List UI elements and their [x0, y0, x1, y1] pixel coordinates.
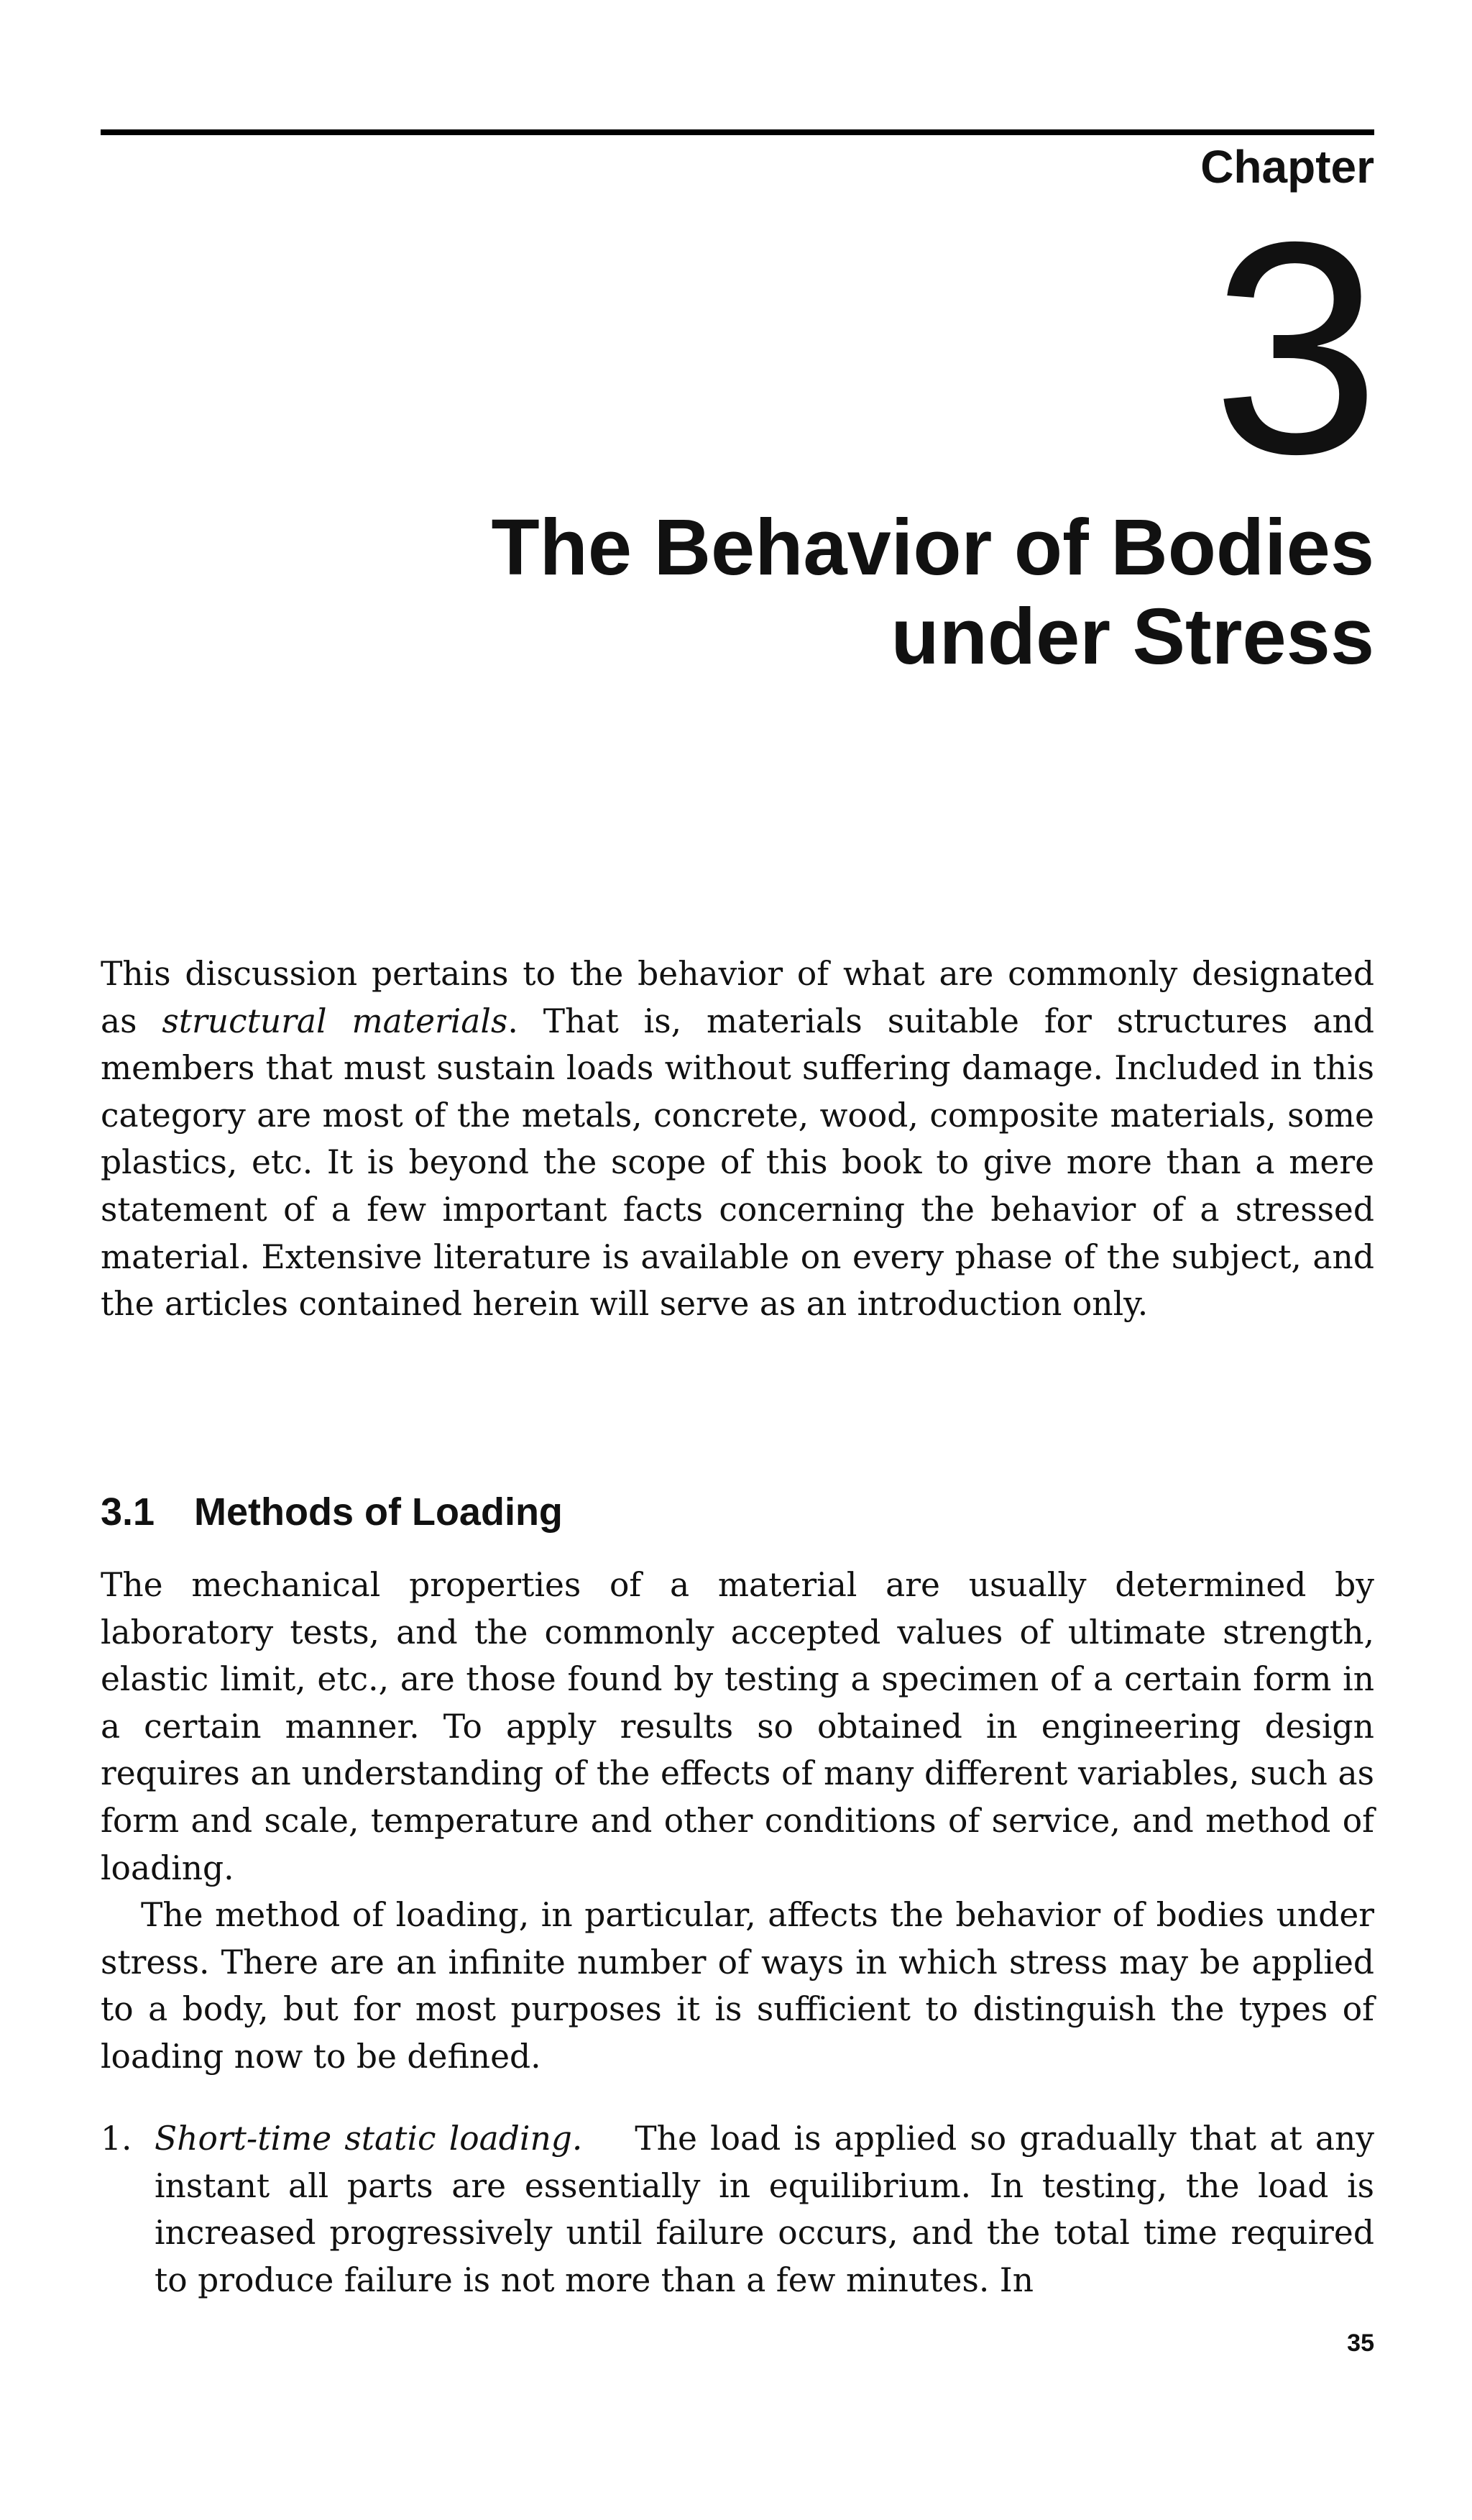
- section-heading: [101, 1490, 563, 1534]
- section-title: Methods of Loading: [194, 1490, 563, 1534]
- page-number: 35: [1347, 2329, 1374, 2357]
- intro-text-start: This discussion pertains to the behavior of what are commonly designated as: [101, 955, 1374, 1040]
- chapter-number: 3: [1212, 180, 1380, 517]
- section-paragraph-2: The method of loading, in particular, affects the behavior of bodies under stress. There are an infinite number of ways in which stress may be applied to a body, but for most purposes it is sufficient to distinguish the types of loading now to be defined.: [101, 1896, 1374, 2076]
- list-item-text: The load is applied so gradually that at any instant all parts are essentially in equilibrium. In testing, the load is increased progressively until failure occurs, and the total time required to produce failure is not more than a few minutes. In: [155, 2120, 1374, 2299]
- intro-italic-term: structural materials: [162, 1002, 508, 1040]
- chapter-top-rule: [101, 129, 1374, 135]
- list-item-title: Short-time static loading.: [155, 2120, 583, 2158]
- intro-text-end: . That is, materials suitable for structures and members that must sustain loads without suffering damage. Included in this category are most of the metals, concrete, wood, composite materials, some plastics, etc. It is beyond the scope of this book to give more than a mere statement of a few important facts concerning the behavior of a stressed material. Extensive literature is available on every phase of the subject, and the articles contained herein will serve as an introduction only.: [101, 1002, 1374, 1324]
- loading-types-list: [101, 2115, 1374, 2304]
- chapter-label: Chapter: [1200, 141, 1374, 193]
- intro-paragraph: [101, 950, 1374, 1328]
- list-item-marker: 1.: [101, 2120, 132, 2158]
- chapter-title: The Behavior of Bodies under Stress: [491, 503, 1374, 681]
- section-paragraph-1: The mechanical properties of a material are usually determined by laboratory tests, and the commonly accepted values of ultimate strength, elastic limit, etc., are those found by testing a specimen of a certain form in a certain manner. To apply results so obtained in engineering design requires an understanding of the effects of many different variables, such as form and scale, temperature and other conditions of service, and method of loading.: [101, 1566, 1374, 1887]
- section-number: 3.1: [101, 1490, 155, 1534]
- list-item: [155, 2115, 1374, 2304]
- section-body: [101, 1562, 1374, 2081]
